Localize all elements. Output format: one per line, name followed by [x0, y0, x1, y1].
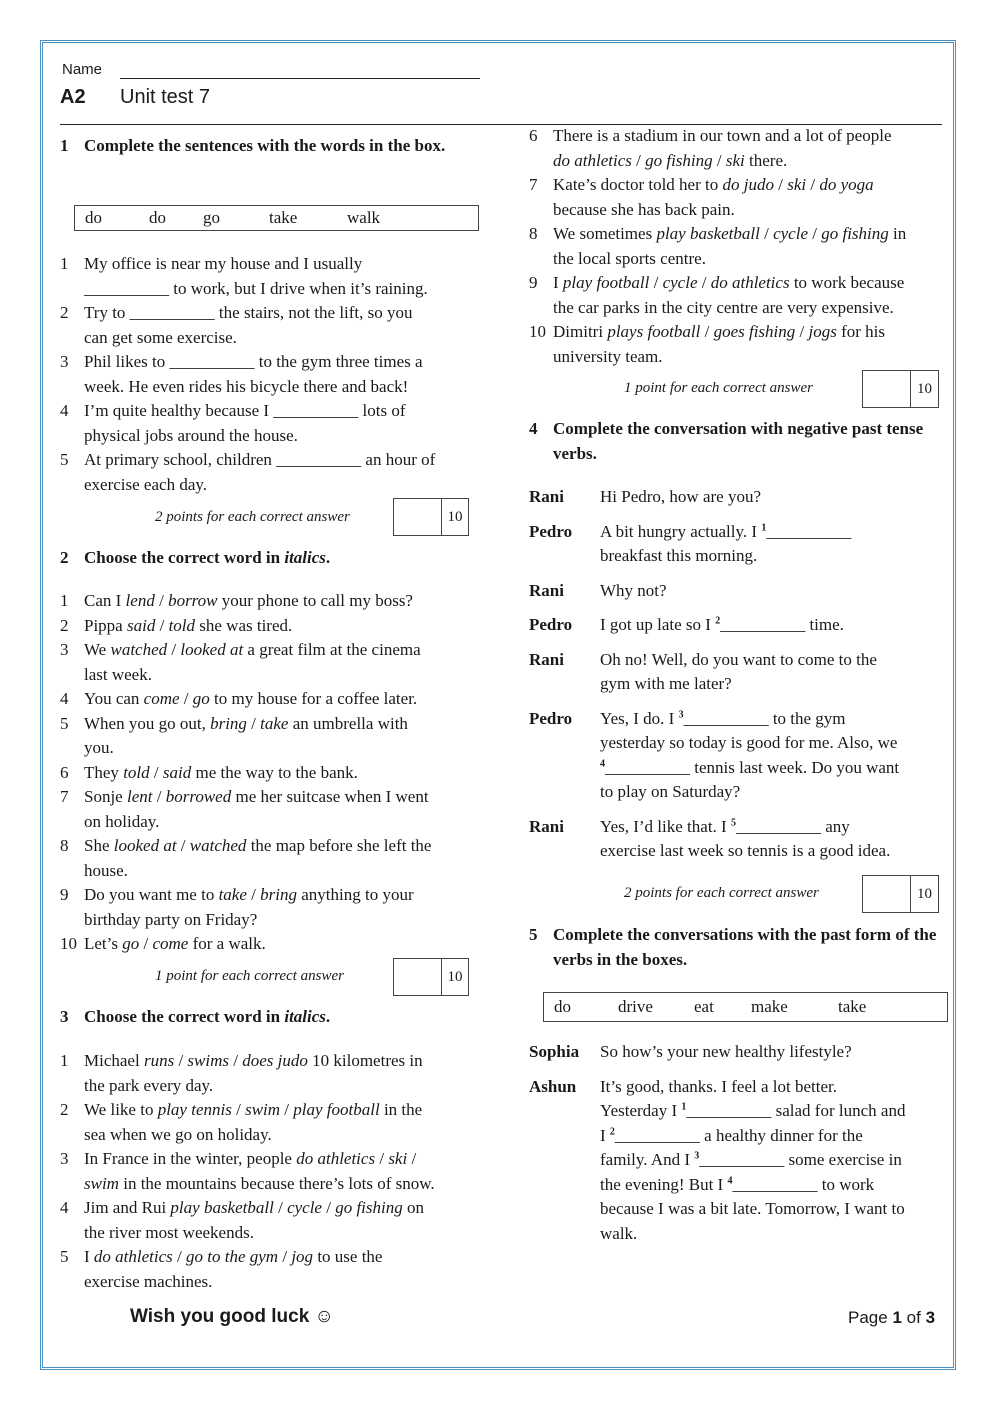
word-box-item: drive	[618, 997, 653, 1016]
question-text: Pippa said / told she was tired.	[84, 615, 293, 635]
question-item: 4 You can come / go to my house for a coffee later.	[60, 689, 418, 708]
question-item: 3 Phil likes to __________ to the gym three times a week. He even rides his bicycle there and back!	[60, 352, 423, 396]
section-5-word-box	[543, 992, 948, 1022]
score-max: 10	[917, 885, 932, 902]
dialogue-text: Why not?	[600, 580, 667, 600]
question-item: 2 We like to play tennis / swim / play football in the sea when we go on holiday.	[60, 1100, 423, 1144]
section-4-score-box[interactable]	[862, 875, 939, 913]
question-item: 5 When you go out, bring / take an umbrella with you.	[60, 713, 408, 757]
question-text: Dimitri plays football / goes fishing / jogs for his university team.	[553, 322, 886, 366]
question-text: They told / said me the way to the bank.	[84, 762, 358, 782]
dialogue-text: I got up late so I $^2$__________ time.	[600, 615, 844, 634]
question-text: Jim and Rui play basketball / cycle / go fishing on the river most weekends.	[84, 1198, 424, 1242]
question-item: 5 I do athletics / go to the gym / jog to use the exercise machines.	[60, 1247, 383, 1291]
question-item: 3 We watched / looked at a great film at the cinema last week.	[60, 640, 421, 684]
section-4-conversation	[529, 485, 939, 864]
question-text: She looked at / watched the map before she left the house.	[84, 836, 432, 880]
question-item: 9 I play football / cycle / do athletics to work because the car parks in the city centre are very expensive.	[529, 273, 905, 317]
score-input[interactable]	[394, 499, 442, 535]
word-box-item: make	[751, 997, 788, 1016]
question-item: 6 They told / said me the way to the bank.	[60, 762, 358, 782]
word-box-item: do	[149, 208, 166, 227]
question-item: 1 Michael runs / swims / does judo 10 kilometres in the park every day.	[60, 1051, 423, 1095]
word-box-item: go	[203, 208, 220, 227]
score-max: 10	[447, 968, 463, 985]
word-box-item: eat	[694, 997, 714, 1016]
question-text: Can I lend / borrow your phone to call my boss?	[84, 591, 413, 610]
question-text: Let’s go / come for a walk.	[84, 934, 266, 953]
question-text: I play football / cycle / do athletics to work because the car parks in the city centre are very expensive.	[553, 273, 905, 317]
question-text: You can come / go to my house for a coffee later.	[84, 689, 418, 708]
name-line[interactable]	[120, 78, 480, 79]
section-5-heading: 5 Complete the conversations with the past form of the verbs in the boxes.	[529, 925, 937, 969]
section-2-score-box[interactable]	[393, 958, 469, 996]
dialogue-text: So how’s your new healthy lifestyle?	[600, 1042, 852, 1061]
dialogue-line	[529, 520, 939, 569]
dialogue-text: Hi Pedro, how are you?	[600, 487, 761, 506]
dialogue-line	[529, 1040, 939, 1065]
question-item: 2 Pippa said / told she was tired.	[60, 615, 293, 635]
word-box-item: walk	[347, 208, 381, 227]
question-item: 1 My office is near my house and I usually __________ to work, but I drive when it’s raining.	[60, 254, 428, 298]
dialogue-line	[529, 485, 939, 510]
section-3-heading: 3 Choose the correct word in italics.	[60, 1007, 331, 1026]
question-text: In France in the winter, people do athletics / ski / swim in the mountains because there’s lots of snow.	[84, 1149, 435, 1193]
word-box-item: do	[554, 997, 571, 1016]
name-label: Name	[62, 61, 103, 78]
dialogue-line	[529, 707, 939, 805]
speaker-name: Ashun	[529, 1076, 577, 1096]
speaker-name: Pedro	[529, 615, 573, 634]
dialogue-text: Oh no! Well, do you want to come to the gym with me later?	[600, 649, 877, 693]
question-item: 5 At primary school, children __________ an hour of exercise each day.	[60, 450, 436, 494]
section-1-list	[60, 252, 480, 497]
question-text: Sonje lent / borrowed me her suitcase when I went on holiday.	[84, 787, 429, 831]
dialogue-text: Yes, I do. I $^3$__________ to the gym yesterday so today is good for me. Also, we $^4$__________ tennis last week. Do you want to play on Saturday?	[600, 708, 900, 801]
question-text: When you go out, bring / take an umbrella with you.	[84, 713, 408, 757]
section-3-list-right	[529, 124, 944, 369]
word-box-item: take	[838, 997, 867, 1016]
question-item: 6 There is a stadium in our town and a lot of people do athletics / go fishing / ski there.	[529, 126, 892, 170]
dialogue-line	[529, 579, 939, 604]
section-1-score-box[interactable]	[393, 498, 469, 536]
question-text: I’m quite healthy because I __________ lots of physical jobs around the house.	[84, 401, 406, 445]
question-text: Michael runs / swims / does judo 10 kilometres in the park every day.	[84, 1051, 423, 1095]
section-1-points: 2 points for each correct answer	[155, 509, 350, 525]
question-text: My office is near my house and I usually __________ to work, but I drive when it’s raining.	[84, 254, 428, 298]
score-max: 10	[917, 380, 932, 397]
word-box-item: do	[85, 208, 102, 227]
footer-wish: Wish you good luck ☺	[130, 1306, 334, 1327]
dialogue-line	[529, 648, 939, 697]
question-item: 8 She looked at / watched the map before she left the house.	[60, 836, 432, 880]
question-item: 3 In France in the winter, people do athletics / ski / swim in the mountains because there’s lots of snow.	[60, 1149, 435, 1193]
speaker-name: Rani	[529, 816, 564, 836]
section-4-heading: 4 Complete the conversation with negative past tense verbs.	[529, 419, 924, 463]
question-item: 1 Can I lend / borrow your phone to call my boss?	[60, 591, 413, 610]
score-input[interactable]	[863, 371, 911, 407]
dialogue-text: Yes, I’d like that. I $^5$__________ any exercise last week so tennis is a good idea.	[600, 816, 891, 860]
score-input[interactable]	[863, 876, 911, 912]
question-text: We like to play tennis / swim / play football in the sea when we go on holiday.	[84, 1100, 423, 1144]
score-input[interactable]	[394, 959, 442, 995]
question-item: 10 Let’s go / come for a walk.	[60, 934, 266, 953]
question-item: 7 Sonje lent / borrowed me her suitcase when I went on holiday.	[60, 787, 429, 831]
question-item: 8 We sometimes play basketball / cycle / go fishing in the local sports centre.	[529, 224, 907, 268]
speaker-name: Rani	[529, 649, 564, 669]
question-text: We sometimes play basketball / cycle / go fishing in the local sports centre.	[553, 224, 907, 268]
question-item: 4 I’m quite healthy because I __________ lots of physical jobs around the house.	[60, 401, 406, 445]
question-item: 4 Jim and Rui play basketball / cycle / go fishing on the river most weekends.	[60, 1198, 424, 1242]
speaker-name: Pedro	[529, 708, 573, 728]
dialogue-line	[529, 613, 939, 638]
question-text: We watched / looked at a great film at the cinema last week.	[84, 640, 421, 684]
question-text: I do athletics / go to the gym / jog to use the exercise machines.	[84, 1247, 383, 1291]
dialogue-text: It’s good, thanks. I feel a lot better. Yesterday I $^1$__________ salad for lunch and I $^2$__________ a healthy dinner for the family. And I $^3$__________ some exercise in the evening! But I $^4$__________ to work because I was a bit late. Tomorrow, I want to walk.	[600, 1076, 906, 1243]
level-label: A2	[60, 86, 86, 108]
question-text: Phil likes to __________ to the gym three times a week. He even rides his bicycle there and back!	[84, 352, 423, 396]
question-item: 10 Dimitri plays football / goes fishing / jogs for his university team.	[529, 322, 886, 366]
question-item: 2 Try to __________ the stairs, not the lift, so you can get some exercise.	[60, 303, 413, 347]
speaker-name: Pedro	[529, 521, 573, 541]
page-title: Unit test 7	[120, 86, 211, 108]
question-item: 9 Do you want me to take / bring anything to your birthday party on Friday?	[60, 885, 414, 929]
page-number: Page 1 of 3	[848, 1308, 936, 1327]
question-text: There is a stadium in our town and a lot of people do athletics / go fishing / ski there.	[553, 126, 892, 170]
dialogue-line	[529, 815, 939, 864]
section-3-score-box[interactable]	[862, 370, 939, 408]
question-text: Try to __________ the stairs, not the lift, so you can get some exercise.	[84, 303, 413, 347]
section-2-points: 1 point for each correct answer	[155, 968, 345, 984]
question-text: Kate’s doctor told her to do judo / ski / do yoga because she has back pain.	[553, 175, 874, 219]
section-5-conversation	[529, 1040, 939, 1246]
question-item: 7 Kate’s doctor told her to do judo / ski / do yoga because she has back pain.	[529, 175, 874, 219]
section-3-points: 1 point for each correct answer	[624, 380, 814, 396]
question-text: Do you want me to take / bring anything to your birthday party on Friday?	[84, 885, 414, 929]
speaker-name: Rani	[529, 580, 564, 600]
speaker-name: Rani	[529, 487, 564, 506]
dialogue-line	[529, 1075, 939, 1247]
score-max: 10	[447, 508, 463, 525]
speaker-name: Sophia	[529, 1042, 580, 1061]
section-2-heading: 2 Choose the correct word in italics.	[60, 548, 331, 567]
section-4-points: 2 points for each correct answer	[624, 885, 819, 901]
word-box-item: take	[269, 208, 298, 227]
dialogue-text: A bit hungry actually. I $^1$__________ breakfast this morning.	[600, 521, 852, 565]
section-3-list-left	[60, 1049, 490, 1294]
section-1-word-box	[74, 205, 479, 231]
section-1-heading: 1 Complete the sentences with the words in the box.	[60, 136, 446, 155]
question-text: At primary school, children __________ an hour of exercise each day.	[84, 450, 436, 494]
section-2-list	[60, 589, 480, 957]
